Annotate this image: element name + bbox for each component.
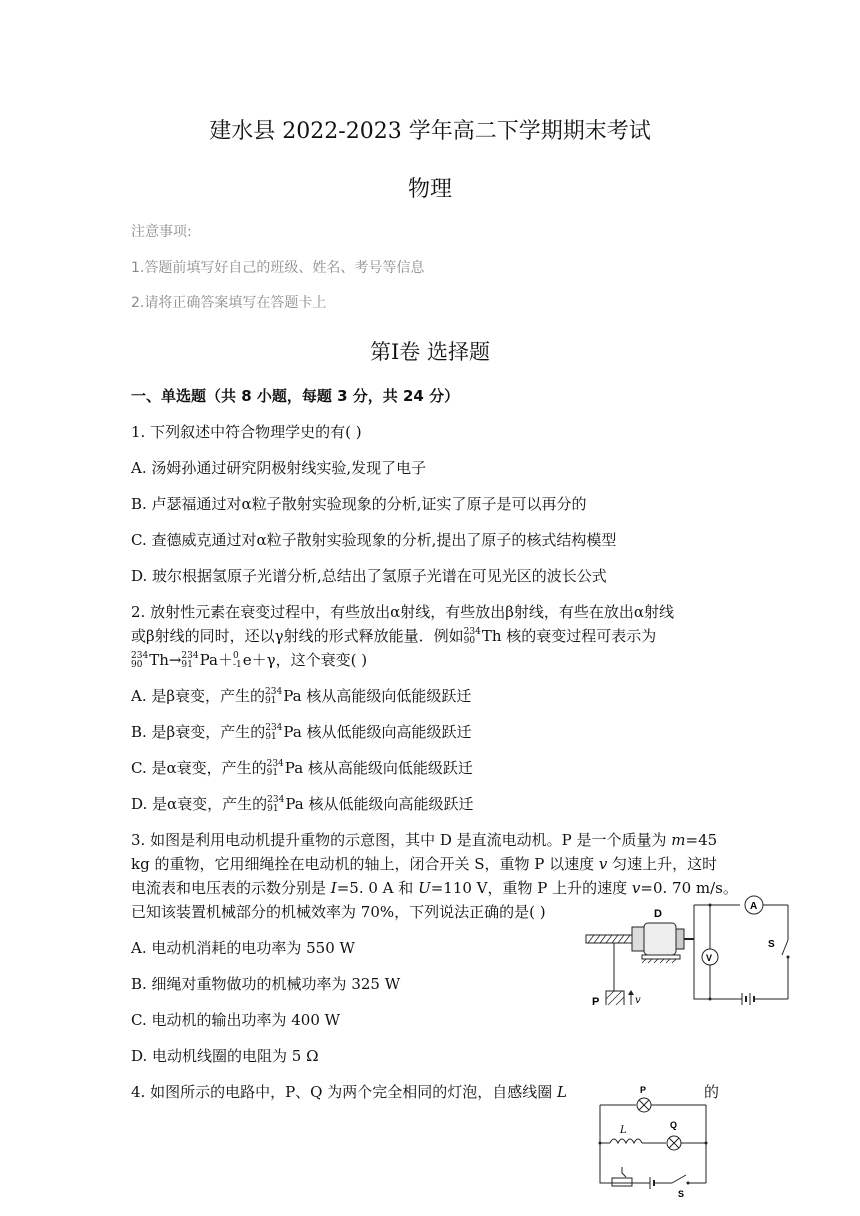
option-text: Pa 核从高能级向低能级跃迁 [284, 759, 473, 777]
pa-atomic-number: 91 [267, 804, 279, 814]
var-m: m [671, 831, 686, 849]
lamp-p-label: P [640, 1085, 647, 1095]
option-text: A. 是β衰变，产生的 [131, 687, 266, 705]
q3-option-b: B. 细绳对重物做功的机械功率为 325 W [131, 975, 401, 993]
pa-isotope-notation [181, 652, 198, 670]
pa-mass-number: 234 [267, 795, 285, 805]
stem-text: =110 V，重物 P 上升的速度 [430, 879, 632, 897]
q3-option-c: C. 电动机的输出功率为 400 W [131, 1011, 341, 1029]
q1-option-b: B. 卢瑟福通过对α粒子散射实验现象的分析,证实了原子是可以再分的 [131, 495, 587, 513]
q1-option-d: D. 玻尔根据氢原子光谱分析,总结出了氢原子光谱在可见光区的波长公式 [131, 567, 607, 585]
ammeter-label: A [750, 901, 758, 912]
notes-heading: 注意事项: [131, 224, 192, 240]
var-v: v [631, 879, 641, 897]
inductor-label: L [620, 1125, 627, 1136]
equation-e: e＋γ，这个衰变( ) [242, 651, 368, 669]
q2-option-c [131, 757, 473, 778]
lamp-q-label: Q [670, 1120, 678, 1130]
weight-label-p: P [592, 996, 600, 1005]
section-title: 第Ⅰ卷 选择题 [370, 340, 490, 364]
e-mass-number: 0 [232, 651, 239, 661]
q2-option-a [131, 685, 471, 706]
q2-option-b [131, 721, 472, 742]
stem-text: 电流表和电压表的示数分别是 [131, 879, 331, 897]
pa-atomic-number: 91 [181, 660, 193, 670]
pa-mass-number: 234 [265, 687, 283, 697]
th-atomic-number: 90 [463, 636, 476, 646]
equation-pa: Pa＋ [199, 651, 233, 669]
motor-label-d: D [654, 908, 662, 920]
stem-text: 4. 如图所示的电路中，P、Q 为两个完全相同的灯泡，自感线圈 [131, 1083, 558, 1101]
equation-th: Th→ [149, 651, 182, 669]
q2-option-d [131, 793, 474, 814]
pa-atomic-number: 91 [265, 696, 277, 706]
inductor-circuit-figure [594, 1083, 714, 1199]
question-3-stem-line4: 已知该装置机械部分的机械效率为 70%，下列说法正确的是( ) [131, 903, 546, 921]
q2-stem-text: Th 核的衰变过程可表示为 [481, 627, 657, 645]
option-text: C. 是α衰变，产生的 [131, 759, 267, 777]
var-i: I [330, 879, 337, 897]
pa-isotope-notation [267, 796, 284, 814]
pa-isotope-notation [267, 760, 284, 778]
th-mass-number: 234 [463, 627, 481, 637]
option-text: B. 是β衰变，产生的 [131, 723, 266, 741]
pa-isotope-notation [265, 724, 282, 742]
option-text: Pa 核从高能级向低能级跃迁 [283, 687, 472, 705]
q3-option-a: A. 电动机消耗的电功率为 550 W [131, 939, 355, 957]
var-v: v [598, 855, 608, 873]
th-atomic-number: 90 [131, 660, 143, 670]
q2-stem-text: 或β射线的同时，还以γ射线的形式释放能量．例如 [131, 627, 464, 645]
th-isotope-notation [464, 628, 481, 646]
switch-s [672, 1175, 686, 1183]
pa-mass-number: 234 [265, 723, 283, 733]
q1-option-a: A. 汤姆孙通过研究阴极射线实验,发现了电子 [131, 459, 427, 477]
exam-title: 建水县 2022-2023 学年高二下学期期末考试 [209, 119, 651, 144]
note-item: 2.请将正确答案填写在答题卡上 [131, 295, 327, 311]
var-l: L [557, 1083, 567, 1101]
question-4-stem-tail: 的 [704, 1083, 720, 1101]
th-isotope-notation [131, 652, 148, 670]
stem-text: 3. 如图是利用电动机提升重物的示意图，其中 D 是直流电动机。P 是一个质量为 [131, 831, 672, 849]
question-3-stem-line1 [131, 829, 717, 850]
motor-circuit-figure [584, 895, 794, 1005]
exam-subject: 物理 [407, 177, 452, 202]
electron-notation [233, 652, 242, 670]
q3-option-d: D. 电动机线圈的电阻为 5 Ω [131, 1047, 319, 1065]
stem-text: =0. 70 m/s。 [640, 879, 738, 897]
velocity-label: v [635, 995, 641, 1005]
voltmeter-label: V [706, 953, 713, 963]
option-text: D. 是α衰变，产生的 [131, 795, 268, 813]
pa-isotope-notation [265, 688, 282, 706]
var-u: U [418, 879, 431, 897]
switch-s [782, 940, 788, 955]
stem-text: kg 的重物，它用细绳拴在电动机的轴上，闭合开关 S，重物 P 以速度 [131, 855, 599, 873]
question-2-equation [131, 649, 367, 670]
stem-text: =45 [685, 831, 718, 849]
question-3-stem-line2 [131, 853, 717, 874]
th-mass-number: 234 [131, 651, 149, 661]
question-2-stem-line2 [131, 625, 656, 646]
stem-text: 匀速上升，这时 [607, 855, 718, 873]
note-item: 1.答题前填写好自己的班级、姓名、考号等信息 [131, 260, 425, 276]
stem-text: =5. 0 A 和 [336, 879, 419, 897]
switch-label: S [678, 1189, 685, 1199]
part-heading: 一、单选题（共 8 小题，每题 3 分，共 24 分） [131, 387, 460, 405]
question-1-stem: 1. 下列叙述中符合物理学史的有( ) [131, 423, 362, 441]
option-text: Pa 核从低能级向高能级跃迁 [285, 795, 474, 813]
pa-mass-number: 234 [266, 759, 284, 769]
question-2-stem-line1: 2. 放射性元素在衰变过程中，有些放出α射线，有些放出β射线，有些在放出α射线 [131, 603, 675, 621]
rheostat [612, 1178, 632, 1186]
pa-atomic-number: 91 [265, 732, 277, 742]
option-text: Pa 核从低能级向高能级跃迁 [283, 723, 472, 741]
q1-option-c: C. 查德威克通过对α粒子散射实验现象的分析,提出了原子的核式结构模型 [131, 531, 617, 549]
inductor-coil [610, 1139, 642, 1143]
pa-mass-number: 234 [181, 651, 199, 661]
switch-label: S [768, 939, 775, 950]
e-charge-number: -1 [232, 660, 242, 670]
question-4-stem [131, 1081, 567, 1102]
pa-atomic-number: 91 [266, 768, 279, 778]
